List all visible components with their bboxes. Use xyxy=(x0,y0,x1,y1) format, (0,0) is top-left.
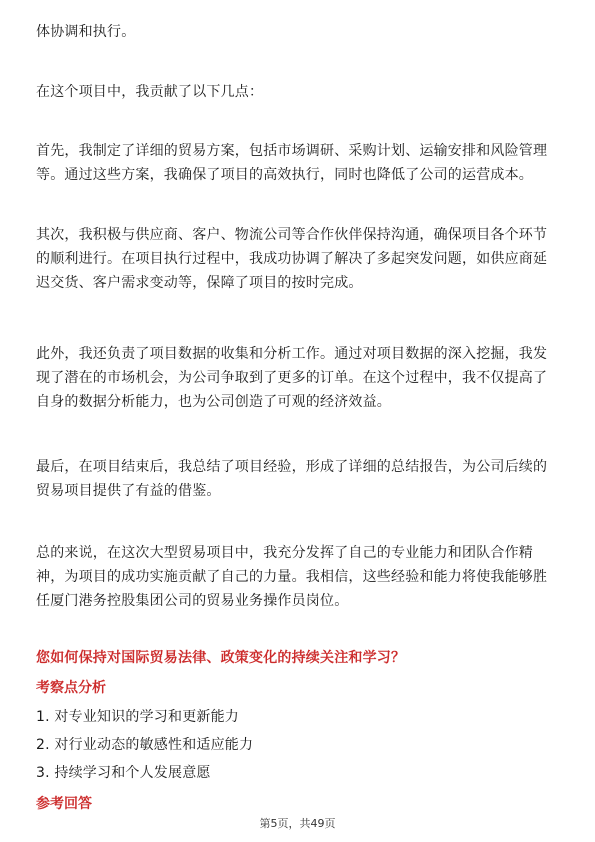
paragraph-continuation xyxy=(36,20,559,44)
page-number: 第5页，共49页 xyxy=(259,817,336,830)
paragraph-line: 体协调和执行。 xyxy=(36,24,136,40)
paragraph-fourth xyxy=(36,455,559,503)
paragraph-line: 首先，我制定了详细的贸易方案，包括市场调研、采购计划、运输安排和风险管理 xyxy=(36,143,548,159)
paragraph-line: 现了潜在的市场机会，为公司争取到了更多的订单。在这个过程中，我不仅提高了 xyxy=(36,370,548,386)
answer-title: 参考回答 xyxy=(36,796,92,812)
paragraph-first xyxy=(36,139,559,187)
analysis-title: 考察点分析 xyxy=(36,680,106,696)
paragraph-line: 总的来说，在这次大型贸易项目中，我充分发挥了自己的专业能力和团队合作精 xyxy=(36,545,533,561)
paragraph-line: 的顺利进行。在项目执行过程中，我成功协调了解决了多起突发问题，如供应商延 xyxy=(36,251,548,267)
paragraph-third xyxy=(36,342,559,414)
paragraph-line: 迟交货、客户需求变动等，保障了项目的按时完成。 xyxy=(36,275,363,291)
analysis-point: 3. 持续学习和个人发展意愿 xyxy=(36,765,211,781)
paragraph-line: 最后，在项目结束后，我总结了项目经验，形成了详细的总结报告，为公司后续的 xyxy=(36,459,548,475)
paragraph-line: 此外，我还负责了项目数据的收集和分析工作。通过对项目数据的深入挖掘，我发 xyxy=(36,346,548,362)
paragraph-line: 贸易项目提供了有益的借鉴。 xyxy=(36,483,221,499)
paragraph-line: 等。通过这些方案，我确保了项目的高效执行，同时也降低了公司的运营成本。 xyxy=(36,167,533,183)
paragraph-second xyxy=(36,223,559,295)
paragraph-line: 任厦门港务控股集团公司的贸易业务操作员岗位。 xyxy=(36,593,349,609)
analysis-point: 2. 对行业动态的敏感性和适应能力 xyxy=(36,737,254,753)
paragraph-conclusion xyxy=(36,541,559,613)
paragraph-line: 其次，我积极与供应商、客户、物流公司等合作伙伴保持沟通，确保项目各个环节 xyxy=(36,227,548,243)
paragraph-intro xyxy=(36,80,559,104)
paragraph-line: 自身的数据分析能力，也为公司创造了可观的经济效益。 xyxy=(36,394,391,410)
paragraph-line: 在这个项目中，我贡献了以下几点： xyxy=(36,84,264,100)
paragraph-line: 神，为项目的成功实施贡献了自己的力量。我相信，这些经验和能力将使我能够胜 xyxy=(36,569,548,585)
interview-question: 您如何保持对国际贸易法律、政策变化的持续关注和学习？ xyxy=(36,650,406,666)
analysis-point: 1. 对专业知识的学习和更新能力 xyxy=(36,709,240,725)
